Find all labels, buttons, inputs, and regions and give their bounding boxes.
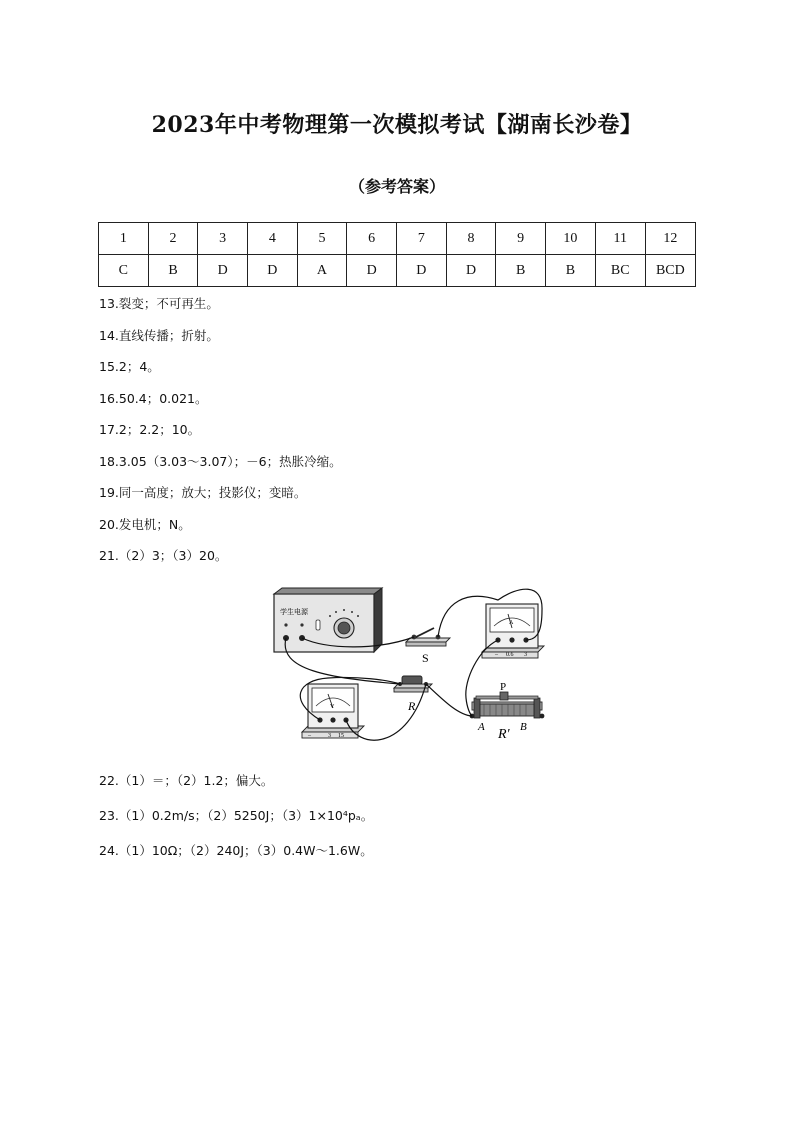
answer-table-answer-cell: D bbox=[347, 255, 397, 287]
answer-list-before-figure bbox=[99, 294, 719, 578]
answer-line: 14.直线传播；折射。 bbox=[99, 327, 219, 343]
answer-table-answer-cell: C bbox=[99, 255, 149, 287]
ammeter bbox=[482, 604, 544, 658]
slider-label: P bbox=[500, 681, 507, 693]
answer-table-answer-cell: A bbox=[297, 255, 347, 287]
rheostat bbox=[470, 681, 545, 742]
answer-line: 19.同一高度；放大；投影仪；变暗。 bbox=[99, 485, 307, 500]
answer-line: 24.（1）10Ω；（2）240J；（3）0.4W～1.6W。 bbox=[99, 843, 373, 858]
ammeter-terminal-3: 3 bbox=[524, 652, 527, 658]
answer-line: 17.2；2.2；10。 bbox=[99, 422, 201, 437]
answer-table-question-number: 4 bbox=[247, 223, 297, 255]
answer-table-answer-cell: B bbox=[496, 255, 546, 287]
answer-table-number-row bbox=[99, 223, 696, 255]
answer-table-question-number: 9 bbox=[496, 223, 546, 255]
answer-table-answer-cell: B bbox=[546, 255, 596, 287]
answer-list-after-figure bbox=[99, 771, 719, 876]
circuit-diagram bbox=[268, 580, 558, 752]
answer-table-answer-row bbox=[99, 255, 696, 287]
answer-table-question-number: 1 bbox=[99, 223, 149, 255]
answer-table-question-number: 3 bbox=[198, 223, 248, 255]
answer-table-question-number: 7 bbox=[397, 223, 447, 255]
voltmeter-terminal-15: 15 bbox=[338, 733, 344, 739]
ammeter-terminal-neg: – bbox=[495, 652, 498, 658]
answer-table-question-number: 6 bbox=[347, 223, 397, 255]
resistor bbox=[394, 676, 432, 713]
power-supply-label: 学生电源 bbox=[280, 608, 308, 616]
answer-line: 16.50.4；0.021。 bbox=[99, 390, 208, 406]
terminal-a-label: A bbox=[478, 721, 485, 733]
answer-line: 21.（2）3；（3）20。 bbox=[99, 548, 228, 563]
answer-table-question-number: 12 bbox=[645, 223, 695, 255]
answer-table-answer-cell: D bbox=[397, 255, 447, 287]
answer-table-question-number: 2 bbox=[148, 223, 198, 255]
voltmeter bbox=[302, 684, 364, 739]
rheostat-label: R′ bbox=[498, 727, 510, 742]
ammeter-terminal-06: 0.6 bbox=[506, 652, 514, 658]
ammeter-symbol: A bbox=[509, 620, 514, 626]
answer-table-answer-cell: BC bbox=[595, 255, 645, 287]
answer-table bbox=[98, 222, 696, 287]
answer-table-answer-cell: D bbox=[446, 255, 496, 287]
terminal-b-label: B bbox=[520, 721, 527, 733]
answer-line: 23.（1）0.2m/s；（2）5250J；（3）1×10⁴pₐ。 bbox=[99, 808, 374, 823]
power-supply bbox=[274, 588, 382, 652]
answer-table-question-number: 11 bbox=[595, 223, 645, 255]
page-subtitle: （参考答案） bbox=[348, 177, 445, 196]
answer-line: 18.3.05（3.03～3.07）；－6；热胀冷缩。 bbox=[99, 453, 342, 469]
answer-line: 15.2；4。 bbox=[99, 359, 160, 374]
answer-table-answer-cell: B bbox=[148, 255, 198, 287]
voltmeter-terminal-3: 3 bbox=[328, 733, 331, 739]
voltmeter-symbol: V bbox=[330, 704, 335, 710]
answer-table-question-number: 5 bbox=[297, 223, 347, 255]
answer-table-answer-cell: BCD bbox=[645, 255, 695, 287]
answer-table-answer-cell: D bbox=[247, 255, 297, 287]
answer-line: 20.发电机；N。 bbox=[99, 516, 191, 532]
switch bbox=[406, 628, 450, 665]
answer-line: 13.裂变；不可再生。 bbox=[99, 296, 219, 311]
answer-table-question-number: 8 bbox=[446, 223, 496, 255]
resistor-label: R bbox=[408, 699, 416, 713]
page-title: 2023年中考物理第一次模拟考试【湖南长沙卷】 bbox=[151, 112, 643, 138]
answer-table-answer-cell: D bbox=[198, 255, 248, 287]
answer-table-question-number: 10 bbox=[546, 223, 596, 255]
switch-label: S bbox=[422, 651, 429, 665]
answer-line: 22.（1）＝；（2）1.2；偏大。 bbox=[99, 773, 274, 788]
voltmeter-terminal-neg: – bbox=[308, 733, 311, 739]
